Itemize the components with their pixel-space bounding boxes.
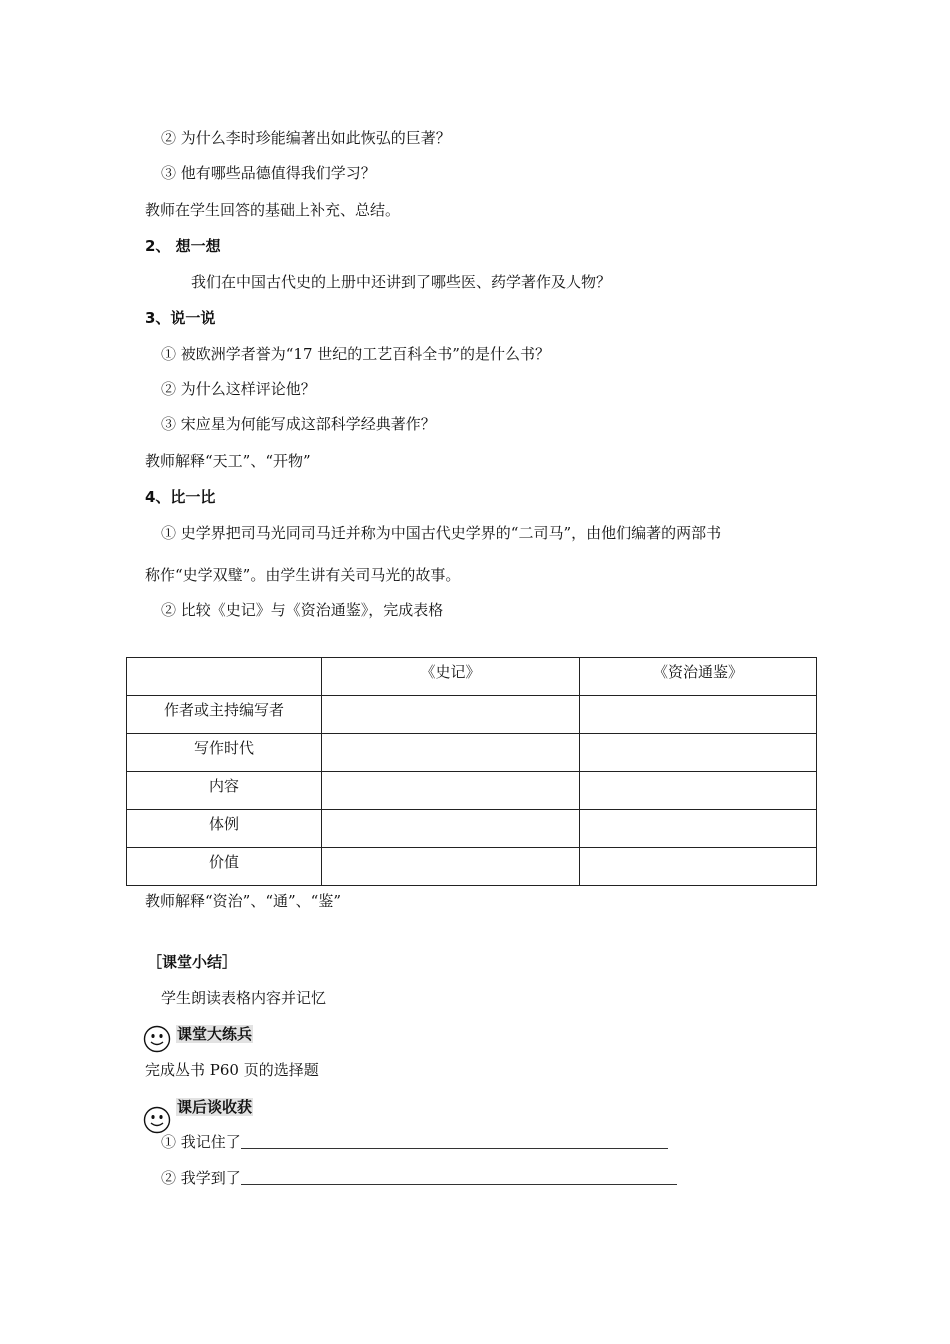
table-cell [322,696,580,734]
heading-class-summary: ［课堂小结］ [147,953,238,971]
table-cell [580,848,817,886]
smiley-icon [143,1106,171,1134]
heading-compare: 4、比一比 [145,488,216,506]
heading-practice [176,1024,253,1044]
table-header-cell: 《资治通鉴》 [580,658,817,696]
harvest-item-2 [161,1168,677,1188]
table-row [127,734,817,772]
table-cell [580,772,817,810]
table-cell [322,848,580,886]
teacher-summary: 教师在学生回答的基础上补充、总结。 [145,201,401,219]
question-2: ② 为什么李时珍能编著出如此恢弘的巨著？ [161,129,451,147]
harvest-blank-1[interactable] [241,1132,668,1149]
teacher-explain-2: 教师解释“资治”、“通”、“鉴” [145,892,342,910]
table-cell [322,734,580,772]
table-row [127,810,817,848]
think-text: 我们在中国古代史的上册中还讲到了哪些医、药学著作及人物？ [191,273,612,291]
table-row-label: 价值 [127,848,322,886]
table-cell [580,810,817,848]
table-row [127,848,817,886]
table-cell [322,772,580,810]
heading-practice-label: 课堂大练兵 [177,1025,253,1043]
teacher-explain-1: 教师解释“天工”、“开物” [145,452,311,470]
compare-item-1b: 称作“史学双璧”。由学生讲有关司马光的故事。 [145,566,461,584]
table-cell [322,810,580,848]
practice-text: 完成丛书 P60 页的选择题 [145,1061,319,1079]
table-header-row [127,658,817,696]
heading-harvest-label: 课后谈收获 [177,1098,253,1116]
table-header-cell [127,658,322,696]
say-question-1: ① 被欧洲学者誉为“17 世纪的工艺百科全书”的是什么书？ [161,345,550,363]
heading-harvest [176,1097,253,1117]
heading-say: 3、说一说 [145,309,216,327]
harvest-blank-2[interactable] [241,1168,677,1185]
table-cell [580,734,817,772]
table-header-cell: 《史记》 [322,658,580,696]
question-3: ③ 他有哪些品德值得我们学习？ [161,164,376,182]
table-row [127,696,817,734]
table-row-label: 写作时代 [127,734,322,772]
table-row-label: 体例 [127,810,322,848]
table-row-label: 内容 [127,772,322,810]
heading-think: 2、 想一想 [145,237,221,255]
comparison-table [126,657,817,886]
say-question-3: ③ 宋应星为何能写成这部科学经典著作？ [161,415,436,433]
say-question-2: ② 为什么这样评论他？ [161,380,316,398]
table-row-label: 作者或主持编写者 [127,696,322,734]
table-row [127,772,817,810]
harvest-item-1-label: ① 我记住了 [161,1133,241,1151]
smiley-icon [143,1025,171,1053]
harvest-item-2-label: ② 我学到了 [161,1169,241,1187]
compare-item-1a: ① 史学界把司马光同司马迁并称为中国古代史学界的“二司马”，由他们编著的两部书 [161,524,722,542]
compare-item-2: ② 比较《史记》与《资治通鉴》，完成表格 [161,601,444,619]
harvest-item-1 [161,1132,668,1152]
class-summary-text: 学生朗读表格内容并记忆 [161,989,327,1007]
table-cell [580,696,817,734]
